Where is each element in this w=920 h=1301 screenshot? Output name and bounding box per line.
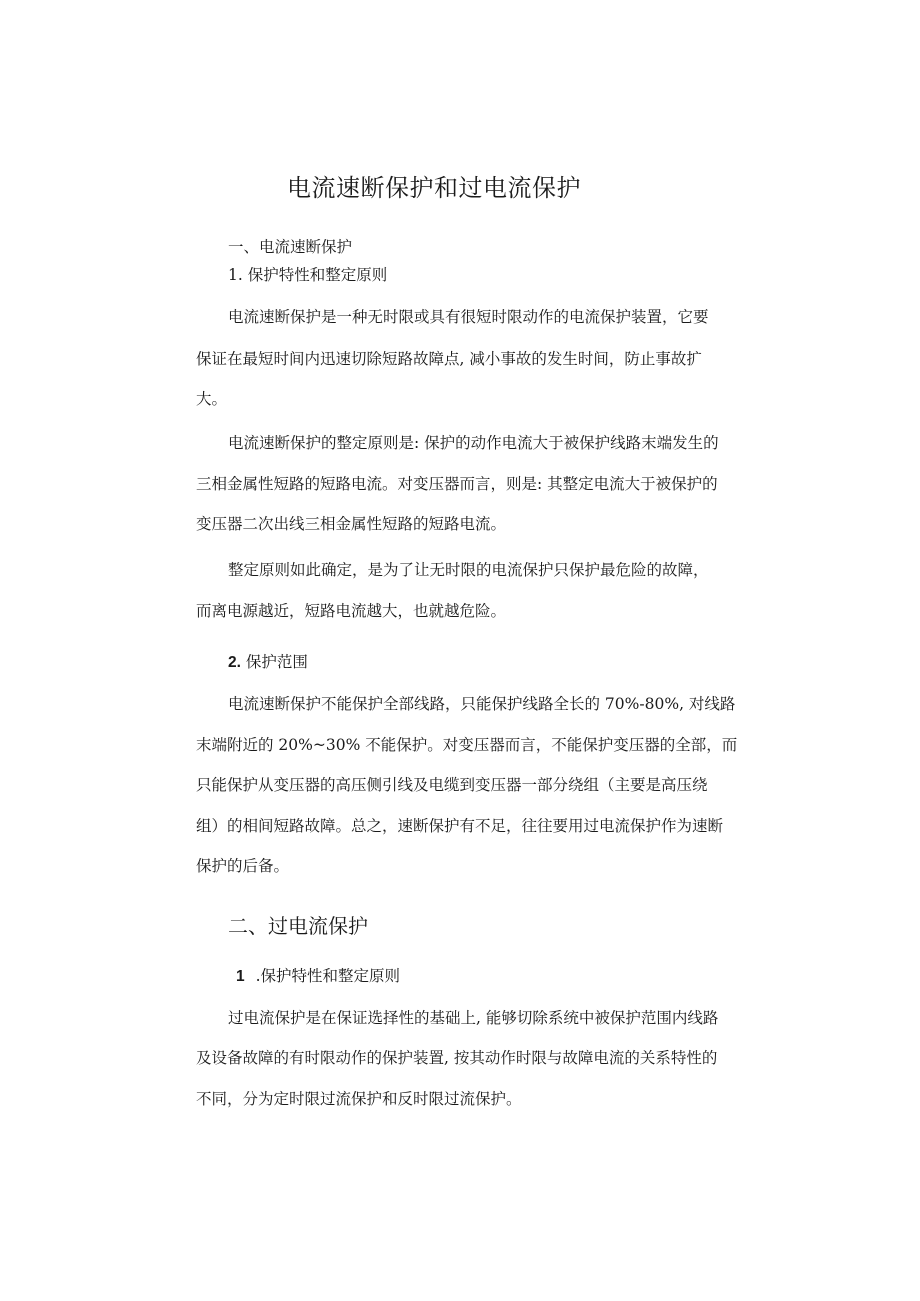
section-1-subheading-2 <box>228 652 308 673</box>
section-1-subheading-1: 1. 保护特性和整定原则 <box>228 266 388 284</box>
subheading-number: 2. <box>228 654 241 671</box>
paragraph-line: 三相金属性短路的短路电流。对变压器而言，则是: 其整定电流大于被保护的 <box>196 475 718 493</box>
paragraph-line: 电流速断保护不能保护全部线路，只能保护线路全长的 70%-80%, 对线路 <box>228 695 736 713</box>
paragraph-line: 过电流保护是在保证选择性的基础上, 能够切除系统中被保护范围内线路 <box>228 1009 719 1027</box>
paragraph-line: 只能保护从变压器的高压侧引线及电缆到变压器一部分绕组（主要是高压绕 <box>196 776 708 794</box>
paragraph-line: 不同，分为定时限过流保护和反时限过流保护。 <box>196 1090 522 1108</box>
paragraph-line: 整定原则如此确定，是为了让无时限的电流保护只保护最危险的故障， <box>228 561 709 579</box>
paragraph-line: 保护的后备。 <box>196 857 290 875</box>
section-2-heading: 二、过电流保护 <box>228 914 368 938</box>
subheading-number: 1 <box>236 968 245 985</box>
paragraph-line: 变压器二次出线三相金属性短路的短路电流。 <box>196 515 507 533</box>
section-2-subheading-1 <box>236 966 400 987</box>
paragraph-line: 电流速断保护是一种无时限或具有很短时限动作的电流保护装置，它要 <box>228 308 709 326</box>
document-title: 电流速断保护和过电流保护 <box>287 174 581 202</box>
subheading-text: 保护范围 <box>245 653 308 671</box>
section-1-heading: 一、电流速断保护 <box>228 238 353 256</box>
paragraph-line: 及设备故障的有时限动作的保护装置, 按其动作时限与故障电流的关系特性的 <box>196 1049 718 1067</box>
paragraph-line: 而离电源越近，短路电流越大，也就越危险。 <box>196 602 507 620</box>
paragraph-line: 电流速断保护的整定原则是: 保护的动作电流大于被保护线路末端发生的 <box>228 434 719 452</box>
paragraph-line: 组）的相间短路故障。总之，速断保护有不足，往往要用过电流保护作为速断 <box>196 817 724 835</box>
paragraph-line: 末端附近的 20%~30% 不能保护。对变压器而言，不能保护变压器的全部，而 <box>196 736 738 754</box>
subheading-text: .保护特性和整定原则 <box>255 967 400 985</box>
paragraph-line: 保证在最短时间内迅速切除短路故障点, 减小事故的发生时间，防止事故扩 <box>196 350 702 368</box>
paragraph-line: 大。 <box>196 390 228 408</box>
